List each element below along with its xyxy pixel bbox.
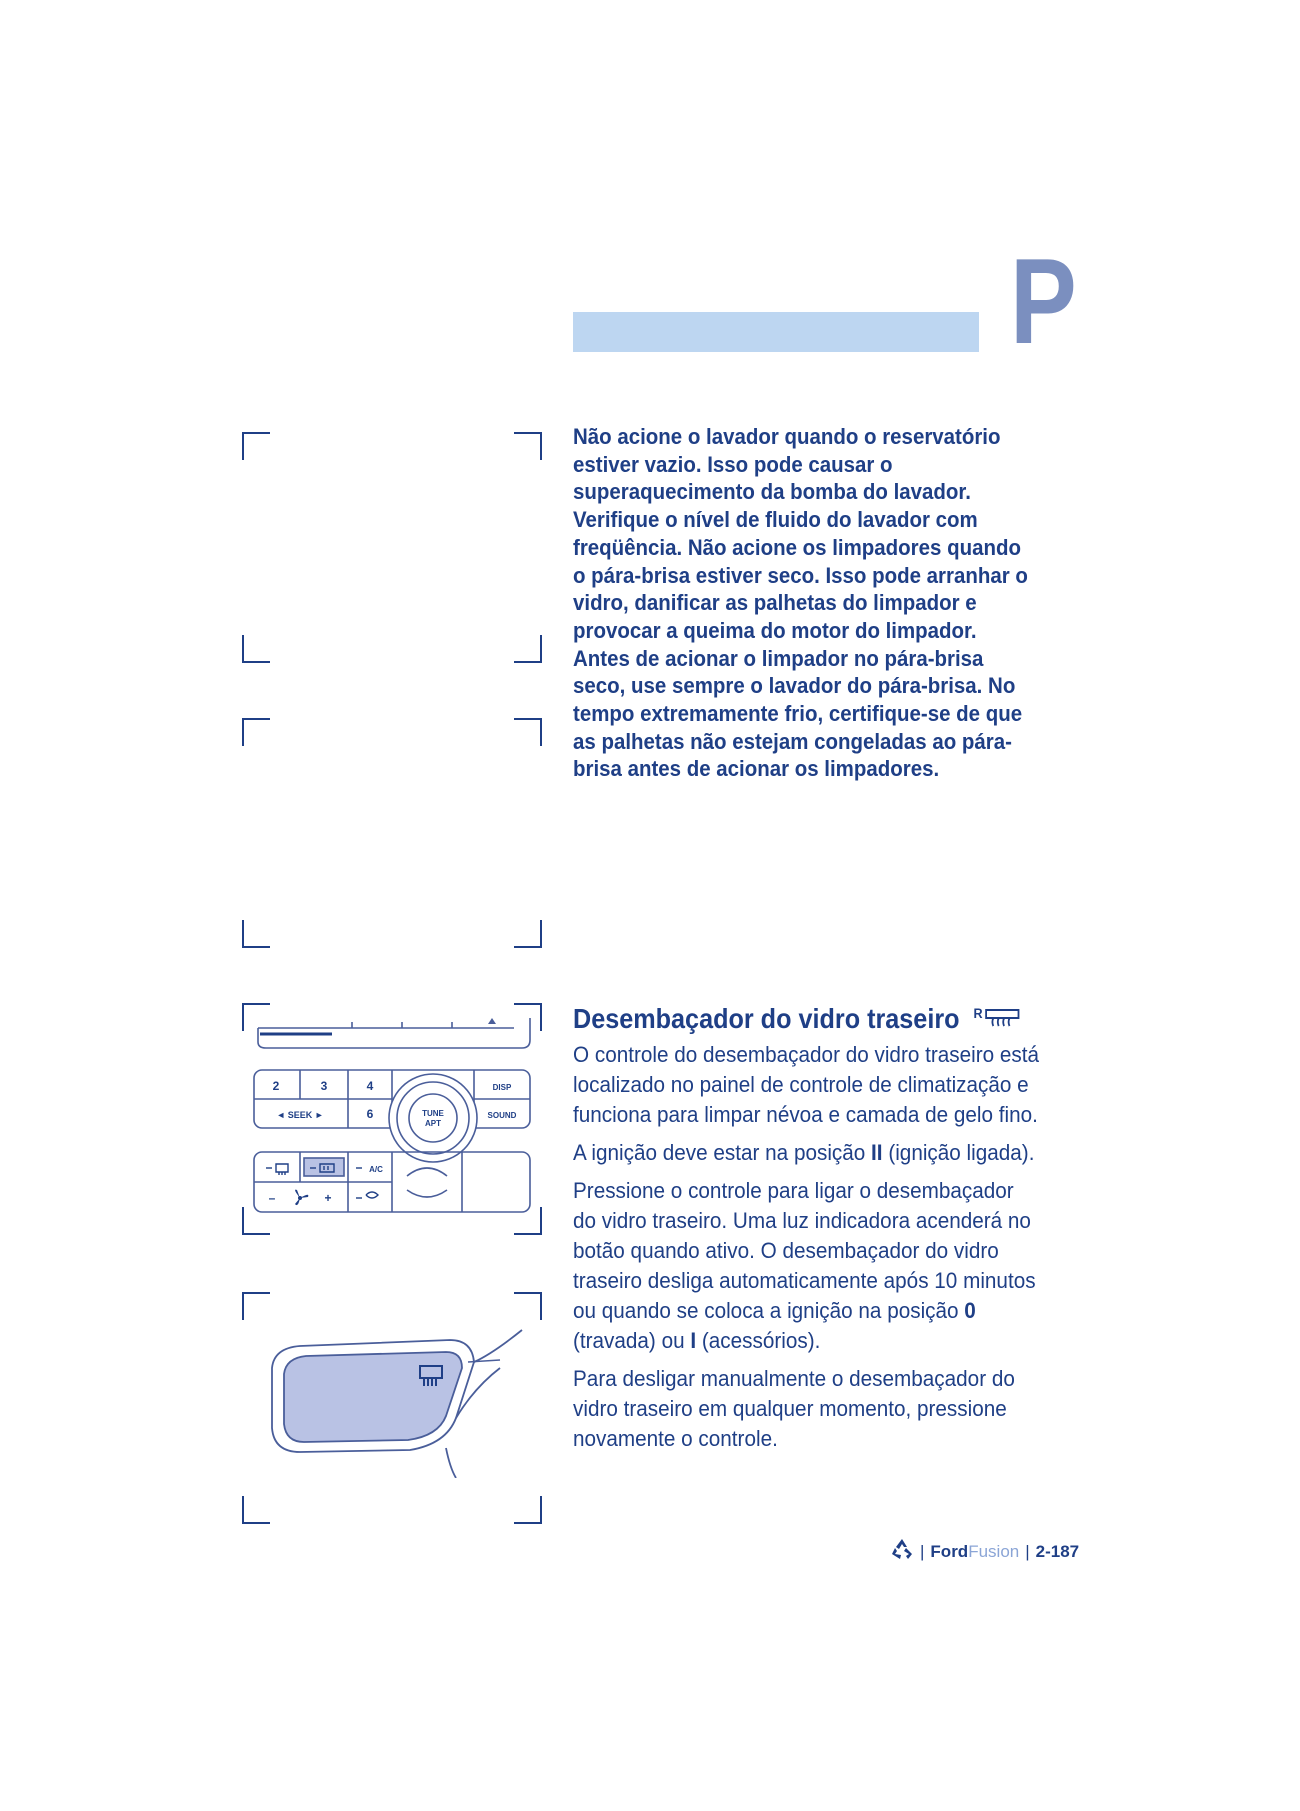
fan-minus-label: – [268,1191,276,1205]
warning-text: Não acione o lavador quando o reservatório estiver vazio. Isso pode causar o superaquecimento da bomba do lavador. Verifique o nível de fluido do lavador com freqüência. Não acione os limpadores quando o pára-brisa estiver seco. Isso pode arranhar o vidro, danificar as palhetas do limpador e provocar a queima do motor do limpador. Antes de acionar o limpador no pára-brisa seco, use sempre o lavador do pára-brisa. No tempo extremamente frio, certifique-se de que as palhetas não estejam congeladas ao pára-brisa antes de acionar os limpadores. [573,424,1028,782]
footer-brand: FordFusion [930,1541,1020,1561]
paragraph-manual-off: Para desligar manualmente o desembaçador do vidro traseiro em qualquer momento, pressione novamente o controle. [573,1366,1015,1451]
climate-panel-illustration [252,1008,536,1222]
page-number: 2-187 [1035,1541,1080,1561]
section-heading-text: Desembaçador do vidro traseiro [573,1003,960,1034]
recycle-icon [890,1538,914,1565]
crop-mark [514,718,542,746]
paragraph-location: O controle do desembaçador do vidro traseiro está localizado no painel de controle de climatização e funciona para limpar névoa e camada de gelo fino. [573,1042,1040,1127]
disp-label: DISP [492,1083,512,1092]
section-heading [573,1003,1024,1039]
seek-label: ◄ SEEK ► [276,1110,324,1120]
tune-label: TUNE [422,1109,444,1118]
ac-label: A/C [369,1165,383,1174]
fan-plus-label: + [324,1191,332,1205]
crop-mark [242,920,270,948]
rear-defrost-icon [974,1004,1024,1039]
crop-mark [242,635,270,663]
apt-label: APT [425,1119,441,1128]
section-tab-bar [573,312,979,352]
body-text [573,1040,1042,1462]
page-footer: | FordFusion | 2-187 [890,1538,1079,1565]
crop-mark [514,1292,542,1320]
radio-button-6: 6 [366,1107,374,1121]
paragraph-operation: Pressione o controle para ligar o desembaçador do vidro traseiro. Uma luz indicadora acenderá no botão quando ativo. O desembaçador do vidro traseiro desliga automaticamente após 10 minutos ou quando se coloca a ignição na posição 0 (travada) ou I (acessórios). [573,1178,1036,1353]
paragraph-ignition: A ignição deve estar na posição II (ignição ligada). [573,1140,1035,1165]
radio-button-3: 3 [320,1079,328,1093]
sound-label: SOUND [487,1111,517,1120]
radio-button-4: 4 [366,1079,374,1093]
crop-mark [514,635,542,663]
crop-mark [514,432,542,460]
crop-mark [514,1496,542,1524]
fan-icon [295,1190,308,1205]
crop-mark [242,718,270,746]
svg-text:R: R [973,1005,983,1022]
crop-mark [514,920,542,948]
section-letter: P [1010,233,1077,369]
mirror-illustration [260,1318,530,1478]
crop-mark [242,432,270,460]
crop-mark [242,1292,270,1320]
crop-mark [242,1496,270,1524]
radio-button-2: 2 [272,1079,280,1093]
